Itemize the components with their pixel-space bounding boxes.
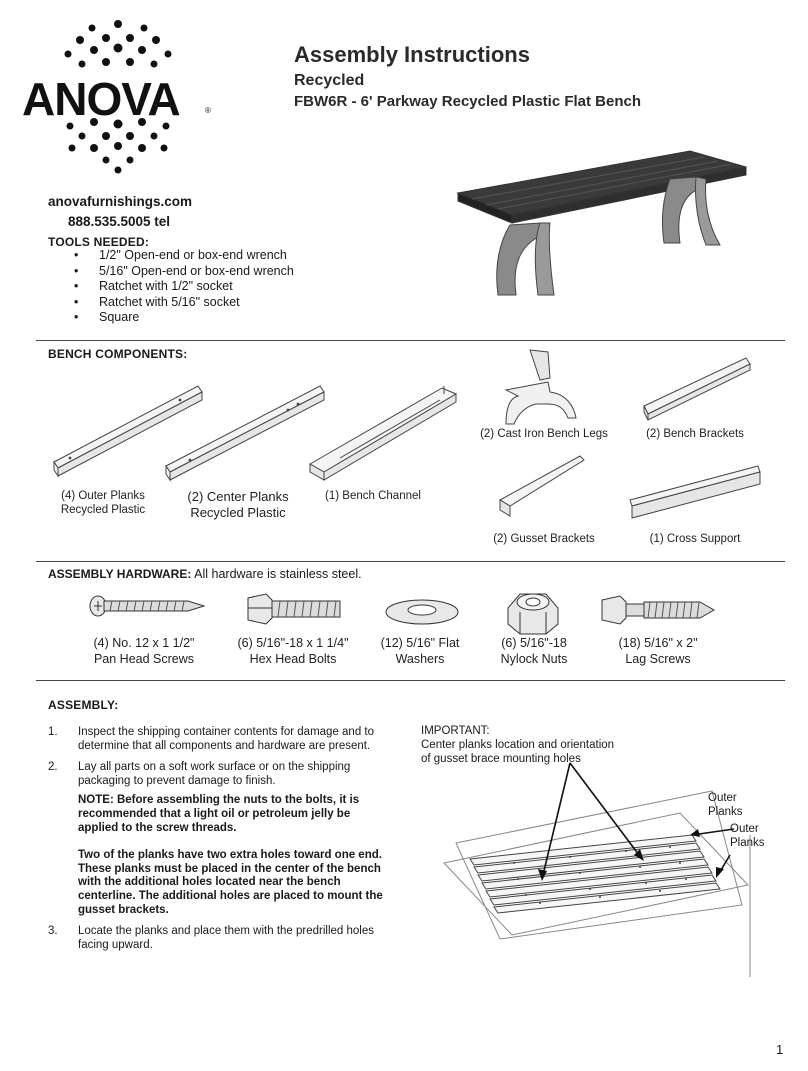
hardware-heading: ASSEMBLY HARDWARE: <box>48 567 192 581</box>
hardware-heading-row <box>48 567 362 581</box>
lag-screw-diagram <box>602 596 714 624</box>
hardware-caption <box>600 635 716 667</box>
section-divider <box>36 561 785 562</box>
contact-block <box>48 192 193 232</box>
hardware-caption <box>370 635 470 667</box>
list-item: • 5/16" Open-end or box-end wrench <box>70 264 294 280</box>
assembly-step <box>48 925 388 952</box>
bench-channel-caption: (1) Bench Channel <box>325 490 421 502</box>
step-text: Locate the planks and place them with the predrilled holes facing upward. <box>78 925 374 951</box>
website-text: anovafurnishings.com <box>48 194 193 209</box>
cross-support-diagram <box>630 466 760 518</box>
tools-list <box>70 248 294 326</box>
outer-planks-caption <box>48 489 158 517</box>
bench-legs-caption: (2) Cast Iron Bench Legs <box>480 428 608 440</box>
caption-line: (6) 5/16"-18 <box>501 636 567 650</box>
section-divider <box>36 340 785 341</box>
list-item: • Ratchet with 1/2" socket <box>70 279 294 295</box>
brand-logo <box>22 14 222 174</box>
step-text: Lay all parts on a soft work surface or on the shipping packaging to prevent damage to finish. <box>78 761 351 787</box>
assembly-step <box>48 726 388 753</box>
caption-line: (4) Outer Planks <box>61 490 145 502</box>
section-divider <box>36 680 785 681</box>
hex-bolt-diagram <box>248 594 340 624</box>
caption-line: (2) Center Planks <box>187 489 289 504</box>
bench-brackets-caption: (2) Bench Brackets <box>646 428 744 440</box>
caption-line: (18) 5/16" x 2" <box>618 636 698 650</box>
cross-support-caption: (1) Cross Support <box>649 533 741 545</box>
hardware-diagrams <box>80 588 730 638</box>
tools-heading: TOOLS NEEDED: <box>48 235 150 249</box>
assembly-steps <box>48 726 388 960</box>
step-number: 3. <box>48 925 58 938</box>
bench-bracket-diagram <box>644 358 750 420</box>
bench-channel-diagram <box>310 386 456 480</box>
bench-photo <box>450 145 760 305</box>
page-number: 1 <box>776 1042 784 1057</box>
brand-wordmark: ANOVA <box>22 73 180 125</box>
plank-layout-diagram <box>430 755 770 985</box>
pan-head-screw-diagram <box>90 596 204 616</box>
caption-line: Hex Head Bolts <box>249 652 337 666</box>
list-item: • Square <box>70 310 294 326</box>
step-number: 1. <box>48 726 58 738</box>
gusset-bracket-diagram <box>500 456 584 516</box>
phone-text: 888.535.5005 tel <box>67 214 171 229</box>
bench-leg-diagram <box>506 350 576 424</box>
caption-line: (12) 5/16" Flat <box>380 636 460 650</box>
hardware-caption <box>74 635 214 667</box>
hardware-caption <box>226 635 360 667</box>
list-item: • 1/2" Open-end or box-end wrench <box>70 248 294 264</box>
important-label: IMPORTANT: <box>421 725 490 737</box>
caption-line: Nylock Nuts <box>500 652 568 666</box>
assembly-heading: ASSEMBLY: <box>48 698 119 712</box>
caption-line: (6) 5/16"-18 x 1 1/4" <box>237 636 349 650</box>
outer-planks-label <box>730 822 765 850</box>
hardware-note: All hardware is stainless steel. <box>191 567 362 581</box>
center-planks-caption <box>178 489 298 521</box>
caption-line: Pan Head Screws <box>93 652 195 666</box>
list-item: • Ratchet with 5/16" socket <box>70 295 294 311</box>
caption-line: Lag Screws <box>625 652 691 666</box>
label-line: Outer <box>708 792 737 804</box>
page-subtitle: Recycled <box>294 72 365 89</box>
product-model: FBW6R - 6' Parkway Recycled Plastic Flat Bench <box>294 93 642 110</box>
important-text: Center planks location and orientation of gusset brace mounting holes <box>421 739 615 765</box>
step-note: NOTE: Before assembling the nuts to the bolts, it is recommended that a light oil or petroleum jelly be applied to the screw threads. <box>78 794 360 834</box>
step-number: 2. <box>48 761 58 774</box>
registered-mark: ® <box>205 106 211 115</box>
step-note: Two of the planks have two extra holes toward one end. These planks must be placed in the center of the bench with the additional holes located near the bench centerline. The additional holes are placed to mount the gusset brackets. <box>78 849 383 916</box>
caption-line: Recycled Plastic <box>60 504 146 516</box>
hardware-caption <box>484 635 584 667</box>
components-heading: BENCH COMPONENTS: <box>48 347 188 361</box>
caption-line: Recycled Plastic <box>190 505 286 520</box>
label-line: Planks <box>730 837 765 849</box>
step-text: Inspect the shipping container contents for damage and to determine that all components and hardware are present. <box>78 726 375 752</box>
label-line: Planks <box>708 806 743 818</box>
assembly-step <box>48 761 388 917</box>
page-title: Assembly Instructions <box>294 42 530 67</box>
nylock-nut-diagram <box>508 594 558 634</box>
label-line: Outer <box>730 823 759 835</box>
gusset-brackets-caption: (2) Gusset Brackets <box>493 533 595 545</box>
outer-planks-label <box>708 791 743 819</box>
flat-washer-diagram <box>386 600 458 624</box>
caption-line: Washers <box>395 652 445 666</box>
caption-line: (4) No. 12 x 1 1/2" <box>93 636 195 650</box>
